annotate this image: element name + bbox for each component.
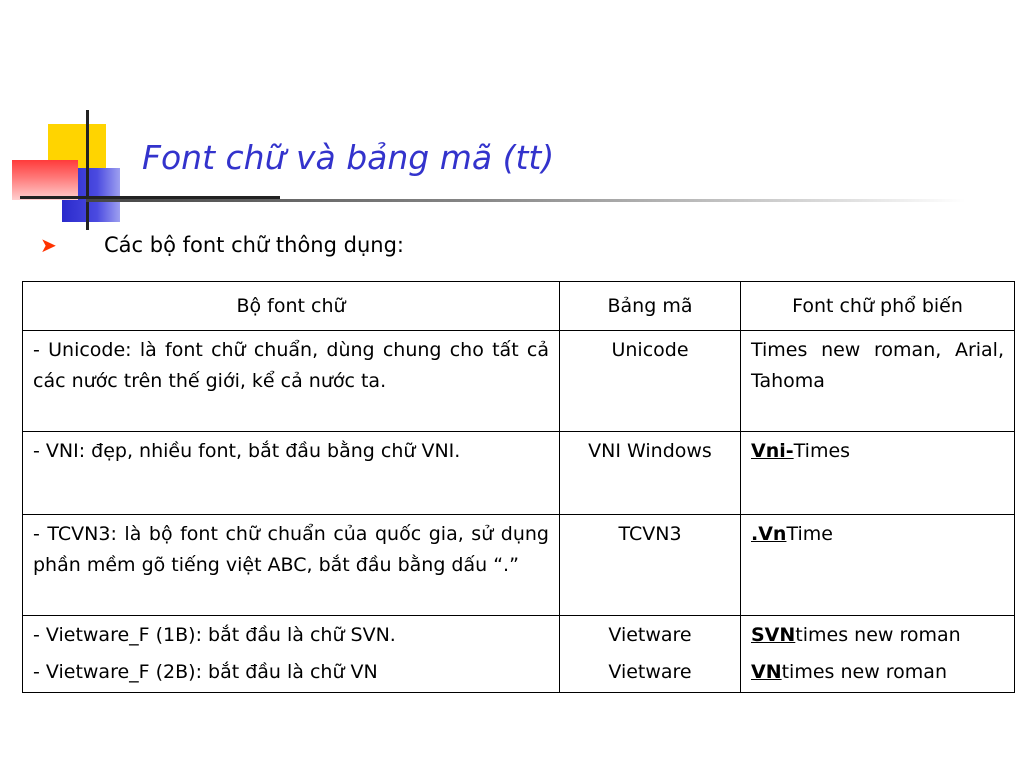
title-divider bbox=[86, 199, 966, 202]
font-prefix: .Vn bbox=[751, 523, 787, 545]
table-header-row bbox=[23, 282, 1015, 331]
cell-font-set: - TCVN3: là bộ font chữ chuẩn của quốc gia, sử dụng phần mềm gõ tiếng việt ABC, bắt đầu bằng dấu “.” bbox=[23, 515, 560, 616]
header-common-fonts: Font chữ phổ biến bbox=[741, 282, 1015, 331]
font-set-line: - Vietware_F (1B): bắt đầu là chữ SVN. bbox=[33, 624, 396, 646]
font-table bbox=[22, 281, 1015, 693]
cell-encoding bbox=[560, 616, 741, 693]
slide-title: Font chữ và bảng mã (tt) bbox=[142, 138, 555, 177]
cell-common-fonts bbox=[741, 432, 1015, 515]
logo-red-square bbox=[12, 160, 78, 200]
font-name-rest: times new roman bbox=[795, 624, 961, 646]
font-name-rest: times new roman bbox=[781, 661, 947, 683]
font-set-line: - Vietware_F (2B): bắt đầu là chữ VN bbox=[33, 661, 378, 683]
arrow-bullet-icon: ➤ bbox=[40, 233, 57, 257]
cell-encoding: VNI Windows bbox=[560, 432, 741, 515]
table-row bbox=[23, 432, 1015, 515]
cell-font-set: - VNI: đẹp, nhiều font, bắt đầu bằng chữ VNI. bbox=[23, 432, 560, 515]
font-name-rest: Time bbox=[786, 523, 833, 545]
encoding-line: Vietware bbox=[608, 661, 692, 683]
bullet-text: Các bộ font chữ thông dụng: bbox=[104, 233, 404, 257]
table-row bbox=[23, 515, 1015, 616]
cell-common-fonts bbox=[741, 515, 1015, 616]
font-prefix: VN bbox=[751, 661, 782, 683]
table-row bbox=[23, 616, 1015, 693]
encoding-line: Vietware bbox=[608, 624, 692, 646]
cell-common-fonts bbox=[741, 616, 1015, 693]
font-prefix: SVN bbox=[751, 624, 796, 646]
header-encoding: Bảng mã bbox=[560, 282, 741, 331]
font-prefix: Vni- bbox=[751, 440, 794, 462]
font-name-rest: Times bbox=[793, 440, 851, 462]
header-font-set: Bộ font chữ bbox=[23, 282, 560, 331]
bullet-item bbox=[40, 233, 404, 257]
cell-font-set: - Unicode: là font chữ chuẩn, dùng chung cho tất cả các nước trên thế giới, kể cả nước ta. bbox=[23, 331, 560, 432]
cell-encoding: Unicode bbox=[560, 331, 741, 432]
font-line bbox=[751, 657, 1004, 688]
decorative-logo bbox=[0, 0, 160, 240]
cell-common-fonts: Times new roman, Arial, Tahoma bbox=[741, 331, 1015, 432]
logo-vertical-line bbox=[86, 110, 89, 230]
cell-font-set bbox=[23, 616, 560, 693]
table-row bbox=[23, 331, 1015, 432]
cell-encoding: TCVN3 bbox=[560, 515, 741, 616]
font-line bbox=[751, 620, 1004, 651]
